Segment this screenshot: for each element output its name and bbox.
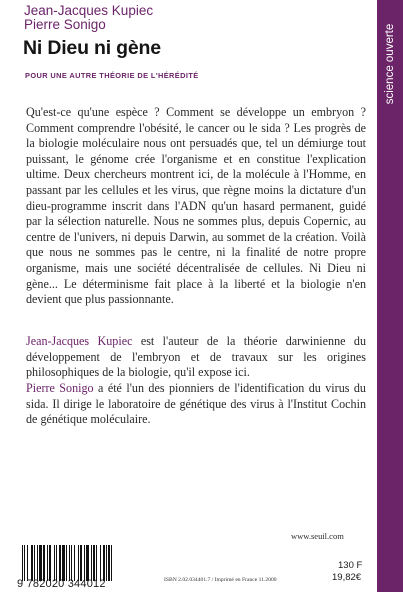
barcode-bar bbox=[71, 545, 72, 581]
barcode-bar bbox=[103, 545, 105, 581]
book-title: Ni Dieu ni gène bbox=[23, 37, 161, 59]
barcode-bar bbox=[22, 545, 23, 581]
collection-label: science ouverte bbox=[384, 23, 396, 105]
barcode-bar bbox=[111, 545, 112, 581]
price-euro: 19,82€ bbox=[332, 572, 362, 583]
author-bio-sonigo bbox=[26, 381, 366, 428]
publisher-website: www.seuil.com bbox=[291, 531, 344, 541]
barcode-bar bbox=[74, 545, 75, 581]
barcode-bar bbox=[47, 545, 48, 581]
barcode-bar bbox=[108, 545, 110, 581]
barcode-bar bbox=[62, 545, 65, 581]
barcode-bar bbox=[56, 545, 57, 581]
author-bio-name: Jean-Jacques Kupiec bbox=[26, 334, 133, 348]
price-franc: 130 F bbox=[338, 560, 363, 571]
barcode-bar bbox=[43, 545, 45, 581]
book-subtitle: POUR UNE AUTRE THÉORIE DE L'HÉRÉDITÉ bbox=[25, 71, 199, 80]
barcode-bar bbox=[93, 545, 95, 581]
barcode-bar bbox=[100, 545, 101, 581]
barcode-bar bbox=[84, 545, 85, 581]
author-bio-name: Pierre Sonigo bbox=[26, 381, 94, 395]
barcode-image bbox=[22, 545, 144, 581]
barcode-bar bbox=[80, 545, 82, 581]
barcode-bar bbox=[59, 545, 61, 581]
author-name: Pierre Sonigo bbox=[24, 17, 106, 32]
barcode-bar bbox=[66, 545, 67, 581]
author-bio-text: a été l'un des pionniers de l'identification du virus du sida. Il dirige le laboratoire de génétique des virus à l'Institut Cochin de génétique moléculaire. bbox=[26, 381, 366, 427]
barcode-bar bbox=[39, 545, 42, 581]
barcode-bar bbox=[54, 545, 55, 581]
summary-paragraph: Qu'est-ce qu'une espèce ? Comment se développe un embryon ? Comment comprendre l'obésité, le cancer ou le sida ? Les progrès de la biologie moléculaire nous ont persuadés que, tel un démiurge tout puissant, le génome crée l'organisme et en constitue l'explication ultime. Deux chercheurs montrent ici, de la molécule à l'Homme, en passant par les cellules et les virus, que règne moins la dictature d'un dieu-programme inscrit dans l'ADN qu'un hasard permanent, guidé par la sélection naturelle. Nous ne sommes plus, depuis Copernic, au centre de l'univers, ni depuis Darwin, au sommet de la création. Voilà que nous ne sommes pas le centre, ni la finalité de notre propre organisme, mais une société décentralisée de cellules. Ni Dieu ni gène... Le déterminisme fait place à la liberté et la biologie n'en devient que plus passionnante. bbox=[26, 105, 366, 307]
author-name: Jean-Jacques Kupiec bbox=[24, 3, 154, 18]
author-bio-text: est l'auteur de la théorie darwinienne du développement de l'embryon et de travaux sur les origines philosophiques de la biologie, qu'il expose ici. bbox=[26, 334, 366, 380]
author-names bbox=[24, 4, 153, 32]
barcode-bar bbox=[78, 545, 79, 581]
barcode-bar bbox=[69, 545, 70, 581]
barcode-bar bbox=[86, 545, 89, 581]
barcode-bar bbox=[27, 545, 28, 581]
barcode-bar bbox=[34, 545, 35, 581]
barcode-bar bbox=[37, 545, 38, 581]
barcode-bar bbox=[24, 545, 25, 581]
barcode-bar bbox=[49, 545, 51, 581]
barcode-bar bbox=[31, 545, 33, 581]
barcode-bar bbox=[91, 545, 92, 581]
isbn-imprint-line: ISBN 2.02.034401.7 / Imprimé en France 11.2000 bbox=[164, 577, 277, 583]
barcode-digits: 9 782020 344012 bbox=[17, 578, 106, 590]
author-bio-kupiec bbox=[26, 334, 366, 381]
barcode-bar bbox=[96, 545, 97, 581]
barcode-bar bbox=[106, 545, 107, 581]
